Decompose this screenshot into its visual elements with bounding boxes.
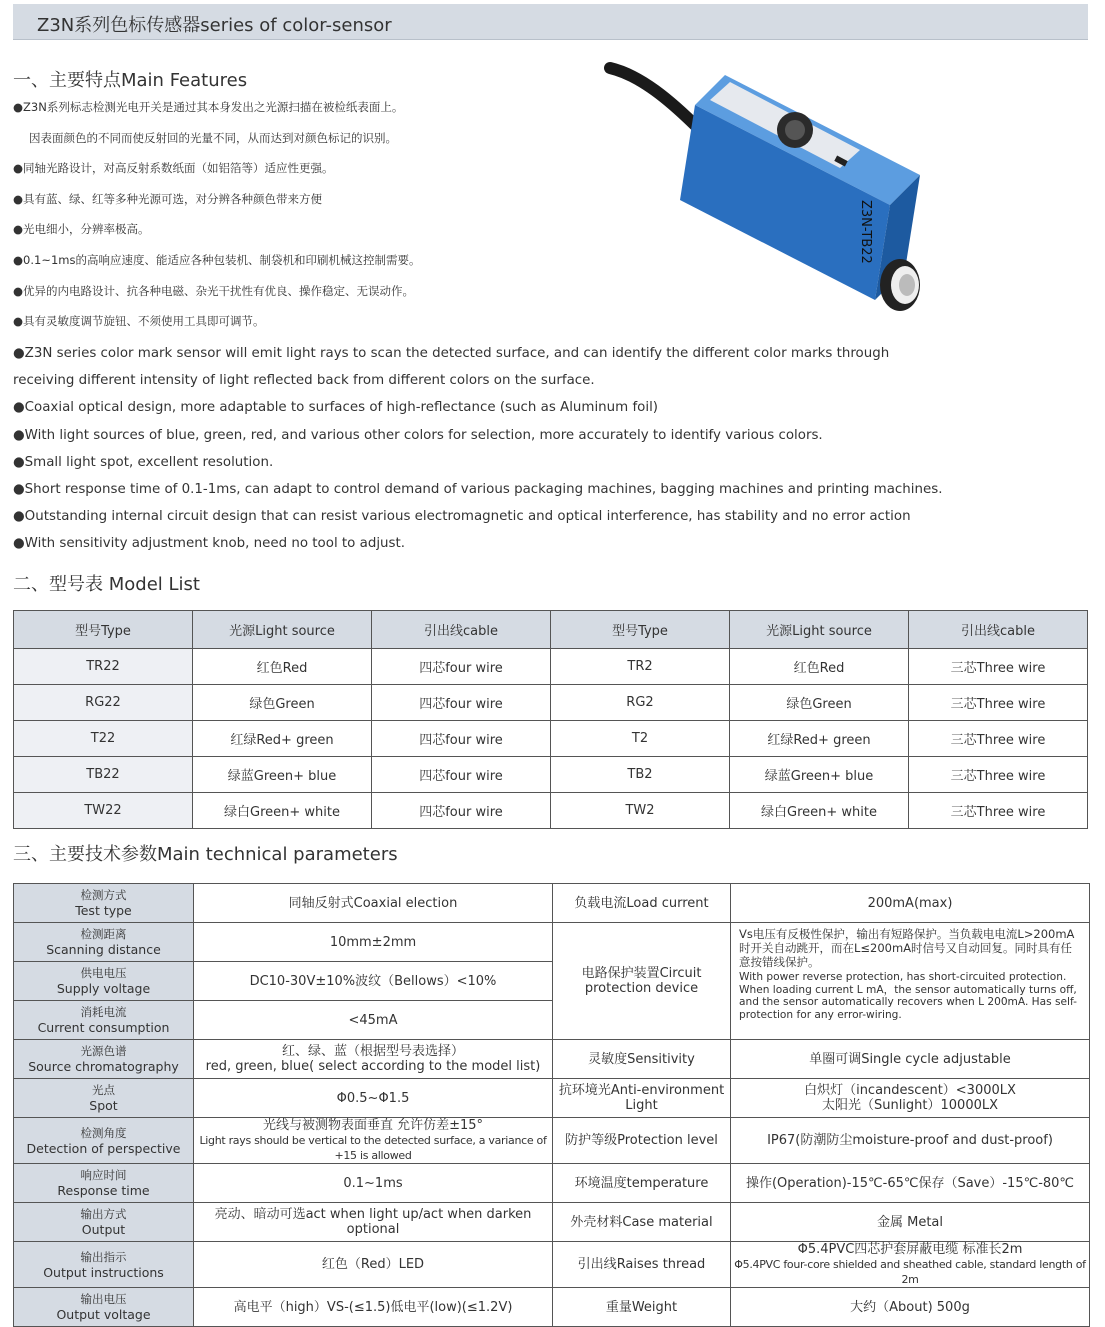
- feature-en-item: receiving different intensity of light reflected back from different colors on the surface.: [13, 373, 595, 389]
- table-cell: 绿色Green: [730, 685, 909, 721]
- table-cell: TB2: [551, 757, 730, 793]
- param-value: 操作(Operation)-15℃-65℃保存（Save）-15℃-80℃: [731, 1164, 1090, 1203]
- table-cell: T22: [14, 721, 193, 757]
- table-cell: TB22: [14, 757, 193, 793]
- params-heading: 三、主要技术参数Main technical parameters: [13, 844, 398, 865]
- param-label: 抗环境光Anti-environment Light: [553, 1079, 731, 1118]
- param-label: 响应时间 Response time: [14, 1164, 194, 1203]
- features-cn-list: [13, 97, 603, 342]
- column-header: 光源Light source: [730, 611, 909, 649]
- features-en-list: [13, 343, 1093, 561]
- param-value: 高电平（high）VS-(≤1.5)低电平(low)(≤1.2V): [194, 1288, 553, 1327]
- model-list-heading: 二、型号表 Model List: [13, 574, 200, 595]
- table-row: [14, 1040, 1090, 1079]
- table-cell: 四芯four wire: [372, 685, 551, 721]
- param-label: 光源色谱 Source chromatography: [14, 1040, 194, 1079]
- table-row: [14, 1242, 1090, 1288]
- param-label: 光点 Spot: [14, 1079, 194, 1118]
- feature-cn-item: ●Z3N系列标志检测光电开关是通过其本身发出之光源扫描在被检纸表面上。: [13, 100, 404, 114]
- param-value: 红、绿、蓝（根据型号表选择） red, green, blue( select according to the model list): [194, 1040, 553, 1079]
- table-cell: 三芯Three wire: [909, 757, 1088, 793]
- param-label: 检测距离 Scanning distance: [14, 923, 194, 962]
- table-cell: 绿蓝Green+ blue: [730, 757, 909, 793]
- features-heading: 一、主要特点Main Features: [13, 70, 248, 91]
- table-row: [14, 757, 1088, 793]
- column-header: 引出线cable: [909, 611, 1088, 649]
- table-row: [14, 1079, 1090, 1118]
- sensor-model-label: Z3N-TB22: [858, 200, 873, 264]
- feature-en-item: ●Short response time of 0.1-1ms, can adapt to control demand of various packaging machines, bagging machines and printing machines.: [13, 481, 943, 497]
- param-label: 供电电压 Supply voltage: [14, 962, 194, 1001]
- table-row: [14, 884, 1090, 923]
- table-cell: 三芯Three wire: [909, 685, 1088, 721]
- table-cell: T2: [551, 721, 730, 757]
- param-label: 检测角度 Detection of perspective: [14, 1118, 194, 1164]
- params-table: [13, 883, 1090, 1327]
- table-cell: TW22: [14, 793, 193, 829]
- param-value: 同轴反射式Coaxial election: [194, 884, 553, 923]
- param-label: 环境温度temperature: [553, 1164, 731, 1203]
- table-cell: 绿蓝Green+ blue: [193, 757, 372, 793]
- feature-en-item: ●With sensitivity adjustment knob, need no tool to adjust.: [13, 536, 406, 552]
- table-cell: 四芯four wire: [372, 757, 551, 793]
- table-cell: TW2: [551, 793, 730, 829]
- param-value: 光线与被测物表面垂直 允许仿差±15° Light rays should be vertical to the detected surface, a variance of +15 is allowed: [194, 1118, 553, 1164]
- param-value: 单圈可调Single cycle adjustable: [731, 1040, 1090, 1079]
- column-header: 引出线cable: [372, 611, 551, 649]
- feature-cn-item: 因表面颜色的不同而使反射回的光量不同，从而达到对颜色标记的识别。: [29, 130, 397, 145]
- param-label: 消耗电流 Current consumption: [14, 1001, 194, 1040]
- param-label: 输出方式 Output: [14, 1203, 194, 1242]
- param-value: 10mm±2mm: [194, 923, 553, 962]
- param-label: 检测方式 Test type: [14, 884, 194, 923]
- param-value: Vs电压有反极性保护，输出有短路保护。当负载电电流L>200mA时开关自动跳开，而在L≤200mA时信号又自动回复。同时具有任意按错线保护。 With power reverse protection, has short-circuited protection. When loading current L mA，the sensor automatically turns off, and the sensor automatically recovers when L 200mA. Has self-protection for any error-wiring.: [731, 923, 1090, 1040]
- param-value: 红色（Red）LED: [194, 1242, 553, 1288]
- table-cell: 四芯four wire: [372, 649, 551, 685]
- param-value: IP67(防潮防尘moisture-proof and dust-proof): [731, 1118, 1090, 1164]
- feature-en-item: ●Outstanding internal circuit design that can resist various electromagnetic and optical interference, has stability and no error action: [13, 509, 911, 525]
- param-value: 0.1~1ms: [194, 1164, 553, 1203]
- table-cell: 四芯four wire: [372, 793, 551, 829]
- page-title: Z3N系列色标传感器series of color-sensor: [37, 15, 392, 36]
- feature-en-item: ●Z3N series color mark sensor will emit light rays to scan the detected surface, and can identify the different color marks through: [13, 346, 890, 361]
- param-value: 金属 Metal: [731, 1203, 1090, 1242]
- table-row: [14, 649, 1088, 685]
- column-header: 型号Type: [14, 611, 193, 649]
- table-cell: 红绿Red+ green: [193, 721, 372, 757]
- column-header: 型号Type: [551, 611, 730, 649]
- param-label: 输出指示 Output instructions: [14, 1242, 194, 1288]
- title-bar: [13, 4, 1088, 40]
- table-cell: 绿白Green+ white: [730, 793, 909, 829]
- feature-cn-item: ●优异的内电路设计、抗各种电磁、杂光干扰性有优良、操作稳定、无误动作。: [13, 283, 415, 298]
- table-row: [14, 721, 1088, 757]
- feature-en-item: ●Coaxial optical design, more adaptable to surfaces of high-reflectance (such as Aluminum foil): [13, 400, 659, 416]
- feature-cn-item: ●具有蓝、绿、红等多种光源可选，对分辨各种颜色带来方便: [13, 191, 323, 206]
- param-label: 重量Weight: [553, 1288, 731, 1327]
- param-value: 200mA(max): [731, 884, 1090, 923]
- table-cell: RG2: [551, 685, 730, 721]
- feature-cn-item: ●0.1~1ms的高响应速度、能适应各种包装机、制袋机和印刷机械这控制需要。: [13, 252, 421, 267]
- table-cell: TR2: [551, 649, 730, 685]
- table-row: [14, 1118, 1090, 1164]
- table-cell: 绿色Green: [193, 685, 372, 721]
- table-cell: 三芯Three wire: [909, 721, 1088, 757]
- param-value: Φ0.5~Φ1.5: [194, 1079, 553, 1118]
- param-value: Φ5.4PVC四芯护套屏蔽电缆 标准长2m Φ5.4PVC four-core shielded and sheathed cable, standard length of 2m: [731, 1242, 1090, 1288]
- feature-en-item: ●Small light spot, excellent resolution.: [13, 454, 274, 470]
- table-cell: 红绿Red+ green: [730, 721, 909, 757]
- feature-en-item: ●With light sources of blue, green, red, and various other colors for selection, more accurately to identify various colors.: [13, 427, 823, 443]
- table-row: [14, 1288, 1090, 1327]
- table-header-row: [14, 611, 1088, 649]
- param-label: 引出线Raises thread: [553, 1242, 731, 1288]
- table-cell: TR22: [14, 649, 193, 685]
- table-cell: 四芯four wire: [372, 721, 551, 757]
- table-cell: 三芯Three wire: [909, 649, 1088, 685]
- param-label: 输出电压 Output voltage: [14, 1288, 194, 1327]
- feature-cn-item: ●同轴光路设计，对高反射系数纸面（如铝箔等）适应性更强。: [13, 161, 334, 176]
- param-label: 电路保护装置Circuit protection device: [553, 923, 731, 1040]
- param-value: <45mA: [194, 1001, 553, 1040]
- table-cell: 红色Red: [193, 649, 372, 685]
- feature-cn-item: ●光电细小，分辨率极高。: [13, 222, 150, 237]
- table-cell: 红色Red: [730, 649, 909, 685]
- column-header: 光源Light source: [193, 611, 372, 649]
- param-value: 白炽灯（incandescent）<3000LX 太阳光（Sunlight）10000LX: [731, 1079, 1090, 1118]
- table-row: [14, 793, 1088, 829]
- param-label: 灵敏度Sensitivity: [553, 1040, 731, 1079]
- param-value: 亮动、暗动可选act when light up/act when darken optional: [194, 1203, 553, 1242]
- sensor-image: [600, 60, 960, 320]
- table-cell: RG22: [14, 685, 193, 721]
- feature-cn-item: ●具有灵敏度调节旋钮、不须使用工具即可调节。: [13, 314, 265, 329]
- param-value: 大约（About) 500g: [731, 1288, 1090, 1327]
- model-list-table: [13, 610, 1088, 829]
- param-label: 防护等级Protection level: [553, 1118, 731, 1164]
- table-row: [14, 923, 1090, 962]
- param-label: 外壳材料Case material: [553, 1203, 731, 1242]
- table-cell: 三芯Three wire: [909, 793, 1088, 829]
- table-row: [14, 1164, 1090, 1203]
- param-value: DC10-30V±10%波纹（Bellows）<10%: [194, 962, 553, 1001]
- table-cell: 绿白Green+ white: [193, 793, 372, 829]
- param-label: 负载电流Load current: [553, 884, 731, 923]
- table-row: [14, 1203, 1090, 1242]
- table-row: [14, 685, 1088, 721]
